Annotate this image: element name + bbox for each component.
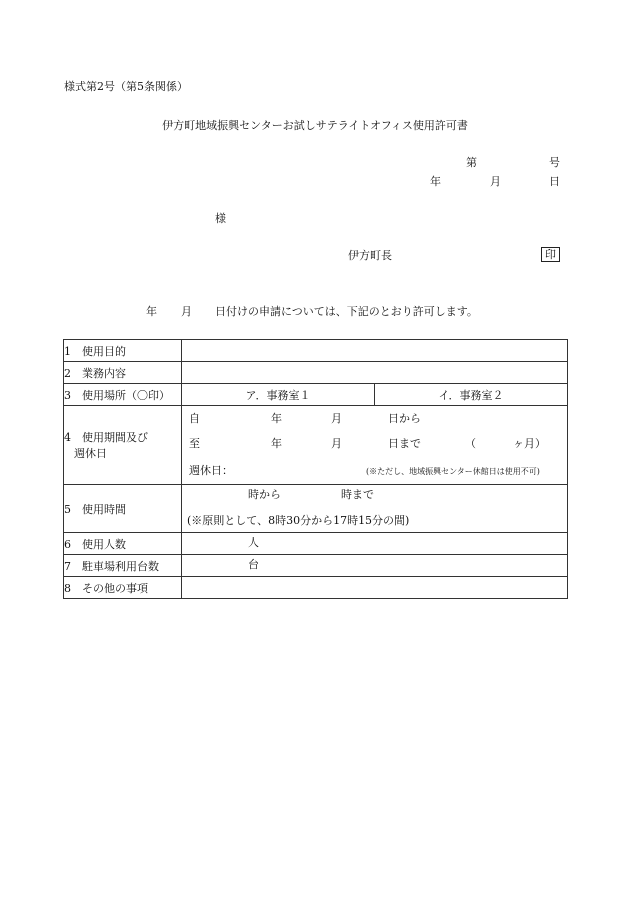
recipient-honorific: 様 bbox=[215, 212, 226, 225]
people-unit: 人 bbox=[248, 536, 259, 549]
doc-number-suffix: 号 bbox=[549, 156, 560, 169]
permit-table bbox=[63, 339, 568, 599]
doc-number-prefix: 第 bbox=[466, 156, 477, 169]
table-row bbox=[64, 406, 568, 485]
table-row bbox=[64, 340, 568, 362]
table-row bbox=[64, 485, 568, 533]
period-from: 自 bbox=[189, 412, 200, 425]
row-label-period-line1: 4 使用期間及び bbox=[64, 431, 148, 444]
form-number: 様式第2号（第5条関係） bbox=[64, 80, 188, 93]
parking-unit: 台 bbox=[248, 558, 259, 571]
period-months-open: （ bbox=[465, 437, 476, 450]
table-row bbox=[64, 577, 568, 599]
row-label-people: 6 使用人数 bbox=[64, 533, 182, 555]
period-from-year: 年 bbox=[271, 412, 282, 425]
purpose-field[interactable] bbox=[182, 340, 568, 362]
row-label-business: 2 業務内容 bbox=[64, 362, 182, 384]
weekly-holiday-note: (※ただし、地域振興センター休館日は使用不可) bbox=[366, 467, 540, 476]
document-title: 伊方町地域振興センターお試しサテライトオフィス使用許可書 bbox=[162, 119, 468, 132]
date-day: 日 bbox=[549, 175, 560, 188]
date-month: 月 bbox=[490, 175, 501, 188]
hours-from: 時から bbox=[248, 488, 281, 501]
row-label-purpose: 1 使用目的 bbox=[64, 340, 182, 362]
row-label-hours: 5 使用時間 bbox=[64, 485, 182, 533]
people-field[interactable] bbox=[182, 533, 568, 555]
intro-text: 日付けの申請については、下記のとおり許可します。 bbox=[215, 305, 478, 318]
row-label-period-line2: 週休日 bbox=[74, 447, 107, 460]
table-row bbox=[64, 533, 568, 555]
table-row bbox=[64, 362, 568, 384]
option-office-1[interactable]: ア．事務室１ bbox=[182, 384, 375, 406]
intro-month: 月 bbox=[181, 305, 192, 318]
period-to-day: 日まで bbox=[388, 437, 421, 450]
hours-field[interactable] bbox=[182, 485, 568, 533]
date-year: 年 bbox=[430, 175, 441, 188]
period-field[interactable] bbox=[182, 406, 568, 485]
table-row bbox=[64, 555, 568, 577]
issuer-name: 伊方町長 bbox=[348, 249, 392, 262]
row-label-parking: 7 駐車場利用台数 bbox=[64, 555, 182, 577]
period-to-month: 月 bbox=[331, 437, 342, 450]
other-field[interactable] bbox=[182, 577, 568, 599]
hours-note: (※原則として、8時30分から17時15分の間) bbox=[187, 514, 410, 527]
hours-to: 時まで bbox=[341, 488, 374, 501]
row-label-period bbox=[64, 406, 182, 485]
option-office-2[interactable]: イ．事務室２ bbox=[375, 384, 568, 406]
row-label-location: 3 使用場所（〇印） bbox=[64, 384, 182, 406]
period-from-day: 日から bbox=[388, 412, 421, 425]
period-from-month: 月 bbox=[331, 412, 342, 425]
weekly-holiday-label: 週休日： bbox=[189, 464, 233, 477]
seal-mark: 印 bbox=[541, 247, 560, 262]
intro-year: 年 bbox=[146, 305, 157, 318]
business-field[interactable] bbox=[182, 362, 568, 384]
period-to-year: 年 bbox=[271, 437, 282, 450]
parking-field[interactable] bbox=[182, 555, 568, 577]
period-to: 至 bbox=[189, 437, 200, 450]
table-row bbox=[64, 384, 568, 406]
period-months-close: ヶ月） bbox=[513, 437, 546, 450]
row-label-other: 8 その他の事項 bbox=[64, 577, 182, 599]
